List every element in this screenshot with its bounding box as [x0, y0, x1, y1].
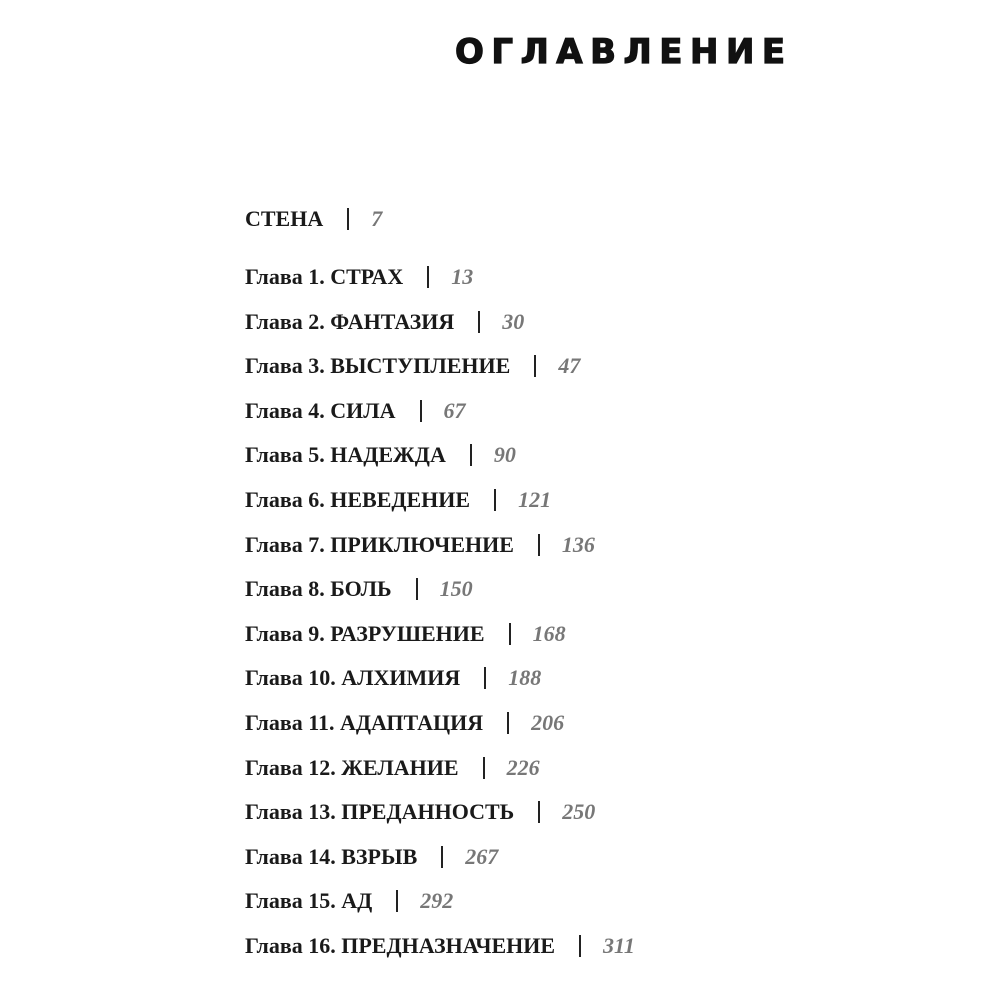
toc-entry-title: Глава 15. АД [245, 888, 373, 914]
toc-entry[interactable] [245, 206, 382, 232]
toc-entry[interactable] [245, 799, 595, 825]
toc-entry-page: 292 [420, 888, 454, 914]
toc-entry-title: Глава 9. РАЗРУШЕНИЕ [245, 620, 485, 646]
separator-bar [538, 534, 540, 556]
toc-entry-page: 47 [558, 353, 581, 379]
toc-entry[interactable] [245, 576, 473, 602]
separator-bar [534, 355, 536, 377]
toc-entry-title: Глава 11. АДАПТАЦИЯ [245, 710, 484, 735]
toc-entry-page: 168 [532, 620, 566, 646]
toc-entry-page: 90 [493, 442, 516, 468]
toc-entry-title: Глава 5. НАДЕЖДА [245, 442, 446, 468]
separator-bar [416, 578, 418, 600]
separator-bar [347, 208, 349, 230]
toc-entry-title: Глава 3. ВЫСТУПЛЕНИЕ [245, 353, 511, 379]
toc-entry[interactable] [245, 353, 580, 379]
toc-entry[interactable] [245, 710, 564, 736]
toc-entry-page: 136 [561, 531, 595, 557]
separator-bar [396, 890, 398, 912]
separator-bar [441, 846, 443, 868]
toc-entry[interactable] [245, 442, 516, 468]
toc-entry-page: 206 [531, 710, 565, 735]
toc-entry-page: 13 [451, 264, 474, 289]
toc-entry[interactable] [245, 844, 498, 870]
toc-entry-page: 226 [506, 754, 540, 780]
toc-entry-title: Глава 8. БОЛЬ [245, 576, 392, 602]
toc-entry[interactable] [245, 621, 566, 647]
toc-entry[interactable] [245, 398, 466, 424]
toc-entry[interactable] [245, 532, 595, 558]
toc-entry-page: 250 [562, 799, 596, 825]
toc-entry-title: Глава 14. ВЗРЫВ [245, 843, 418, 869]
toc-entry[interactable] [245, 665, 541, 691]
toc-entry[interactable] [245, 755, 540, 781]
separator-bar [470, 444, 472, 466]
separator-bar [427, 266, 429, 288]
toc-entry-page: 188 [508, 665, 542, 691]
separator-bar [478, 311, 480, 333]
toc-entry-title: Глава 6. НЕВЕДЕНИЕ [245, 487, 471, 512]
toc-entry-title: Глава 16. ПРЕДНАЗНАЧЕНИЕ [245, 933, 556, 958]
toc-entry-title: СТЕНА [245, 206, 324, 231]
toc-entry-page: 30 [502, 308, 525, 334]
toc-entry-page: 267 [465, 843, 499, 869]
toc-entry-title: Глава 12. ЖЕЛАНИЕ [245, 754, 459, 780]
separator-bar [420, 400, 422, 422]
separator-bar [494, 489, 496, 511]
toc-entry-title: Глава 1. СТРАХ [245, 264, 404, 289]
separator-bar [507, 712, 509, 734]
separator-bar [579, 935, 581, 957]
toc-entry[interactable] [245, 487, 551, 513]
toc-entry-title: Глава 4. СИЛА [245, 397, 396, 423]
toc-entry-page: 7 [371, 206, 383, 231]
separator-bar [484, 667, 486, 689]
separator-bar [509, 623, 511, 645]
toc-entry-page: 121 [518, 487, 552, 512]
toc-entry-title: Глава 7. ПРИКЛЮЧЕНИЕ [245, 531, 514, 557]
toc-entry-title: Глава 10. АЛХИМИЯ [245, 665, 461, 691]
page-title: ОГЛАВЛЕНИЕ [455, 32, 793, 72]
toc-entry-title: Глава 13. ПРЕДАННОСТЬ [245, 799, 515, 825]
separator-bar [538, 801, 540, 823]
toc-entry-page: 67 [443, 397, 466, 423]
toc-entry[interactable] [245, 933, 635, 959]
toc-entry[interactable] [245, 309, 524, 335]
toc-entry[interactable] [245, 264, 473, 290]
toc-entry[interactable] [245, 888, 453, 914]
toc-entry-page: 150 [439, 576, 473, 602]
toc-entry-title: Глава 2. ФАНТАЗИЯ [245, 308, 455, 334]
toc-entry-page: 311 [603, 933, 635, 958]
separator-bar [483, 757, 485, 779]
